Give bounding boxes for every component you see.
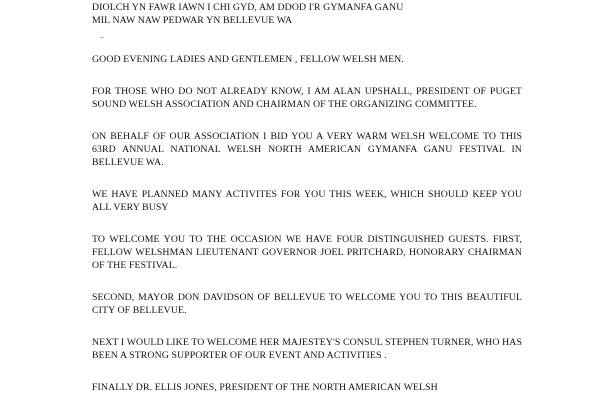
paragraph-guests-next: NEXT I WOULD LIKE TO WELCOME HER MAJESTEY'S CONSUL STEPHEN TURNER, WHO HAS BEEN A STRONG SUPPORTER OF OUR EVENT AND ACTIVITIES . <box>92 337 522 361</box>
paragraph-guests-finally: FINALLY DR. ELLIS JONES, PRESIDENT OF THE NORTH AMERICAN WELSH <box>92 382 438 393</box>
opening-line-2: MIL NAW NAW PEDWAR YN BELLEVUE WA <box>92 15 293 26</box>
speech-text <box>92 1 522 394</box>
stray-mark: ̱ <box>102 29 103 39</box>
paragraph-welcome: ON BEHALF OF OUR ASSOCIATION I BID YOU A VERY WARM WELSH WELCOME TO THIS 63RD ANNUAL NATIONAL WELSH NORTH AMERICAN GYMANFA GANU FESTIVAL IN BELLEVUE WA. <box>92 131 522 168</box>
opening-welsh-greeting <box>92 1 522 41</box>
paragraph-introduction: FOR THOSE WHO DO NOT ALREADY KNOW, I AM ALAN UPSHALL, PRESIDENT OF PUGET SOUND WELSH ASSOCIATION AND CHAIRMAN OF THE ORGANIZING COMMITTEE. <box>92 86 522 110</box>
paragraph-activities: WE HAVE PLANNED MANY ACTIVITES FOR YOU THIS WEEK, WHICH SHOULD KEEP YOU ALL VERY BUSY <box>92 189 522 213</box>
paragraph-greeting: GOOD EVENING LADIES AND GENTLEMEN , FELLOW WELSH MEN. <box>92 54 404 65</box>
paragraph-guests-second: SECOND, MAYOR DON DAVIDSON OF BELLEVUE TO WELCOME YOU TO THIS BEAUTIFUL CITY OF BELLEVUE. <box>92 292 522 316</box>
opening-line-1: DIOLCH YN FAWR IAWN I CHI GYD, AM DDOD I'R GYMANFA GANU <box>92 2 404 13</box>
paragraph-guests-first: TO WELCOME YOU TO THE OCCASION WE HAVE FOUR DISTINGUISHED GUESTS. FIRST, FELLOW WELSHMAN LIEUTENANT GOVERNOR JOEL PRITCHARD, HONORARY CHAIRMAN OF THE FESTIVAL. <box>92 234 522 271</box>
